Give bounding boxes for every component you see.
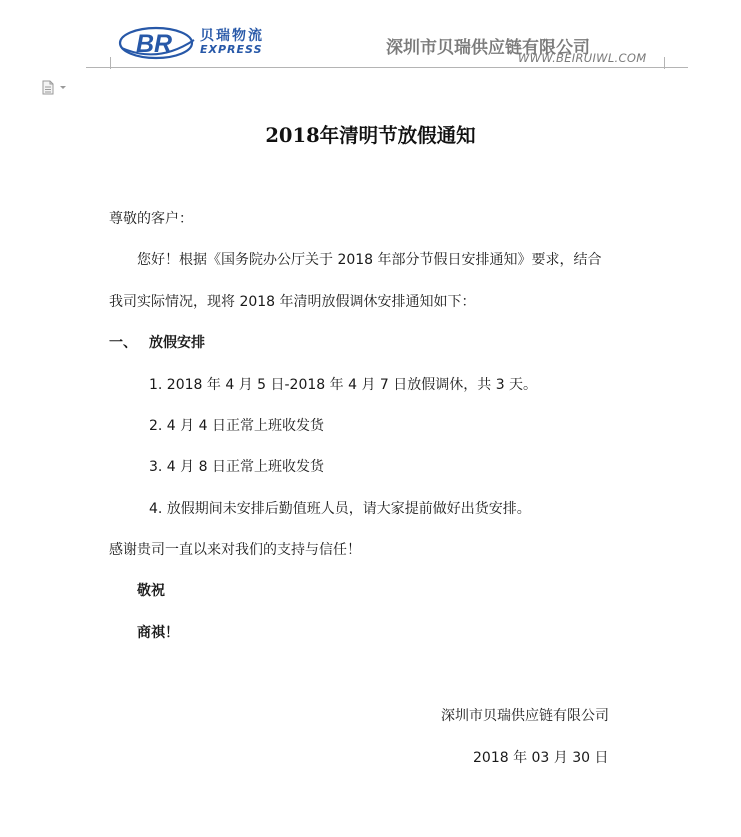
margin-corner-left bbox=[110, 57, 111, 69]
regards-line-1: 敬祝 bbox=[137, 583, 165, 599]
signature-company: 深圳市贝瑞供应链有限公司 bbox=[441, 708, 609, 724]
document-icon[interactable] bbox=[42, 80, 54, 95]
dropdown-caret-icon[interactable] bbox=[59, 85, 67, 91]
margin-corner-right bbox=[664, 57, 665, 69]
section-title: 放假安排 bbox=[149, 335, 205, 351]
header-divider bbox=[86, 67, 688, 68]
company-logo bbox=[118, 18, 198, 66]
regards-line-2: 商祺！ bbox=[137, 625, 179, 641]
thanks-line: 感谢贵司一直以来对我们的支持与信任！ bbox=[109, 542, 361, 558]
list-item: 1. 2018 年 4 月 5 日-2018 年 4 月 7 日放假调休，共 3 天。 bbox=[149, 377, 538, 393]
intro-line-2: 我司实际情况，现将 2018 年清明放假调休安排通知如下： bbox=[109, 294, 476, 310]
logo-chinese-text: 贝瑞物流 bbox=[200, 28, 264, 44]
salutation: 尊敬的客户： bbox=[109, 211, 193, 227]
list-item: 2. 4 月 4 日正常上班收发货 bbox=[149, 418, 324, 434]
logo-english-text: EXPRESS bbox=[200, 43, 263, 56]
logo-mark-text: BR bbox=[136, 30, 173, 58]
notice-title: 2018年清明节放假通知 bbox=[265, 124, 476, 147]
header-company-name: 深圳市贝瑞供应链有限公司 bbox=[386, 38, 590, 58]
list-item: 3. 4 月 8 日正常上班收发货 bbox=[149, 459, 324, 475]
signature-date: 2018 年 03 月 30 日 bbox=[473, 750, 609, 766]
header-website: WWW.BEIRUIWL.COM bbox=[518, 51, 647, 65]
list-item: 4. 放假期间未安排后勤值班人员，请大家提前做好出货安排。 bbox=[149, 501, 531, 517]
intro-line-1: 您好！根据《国务院办公厅关于 2018 年部分节假日安排通知》要求，结合 bbox=[137, 252, 602, 268]
section-number: 一、 bbox=[109, 335, 137, 351]
